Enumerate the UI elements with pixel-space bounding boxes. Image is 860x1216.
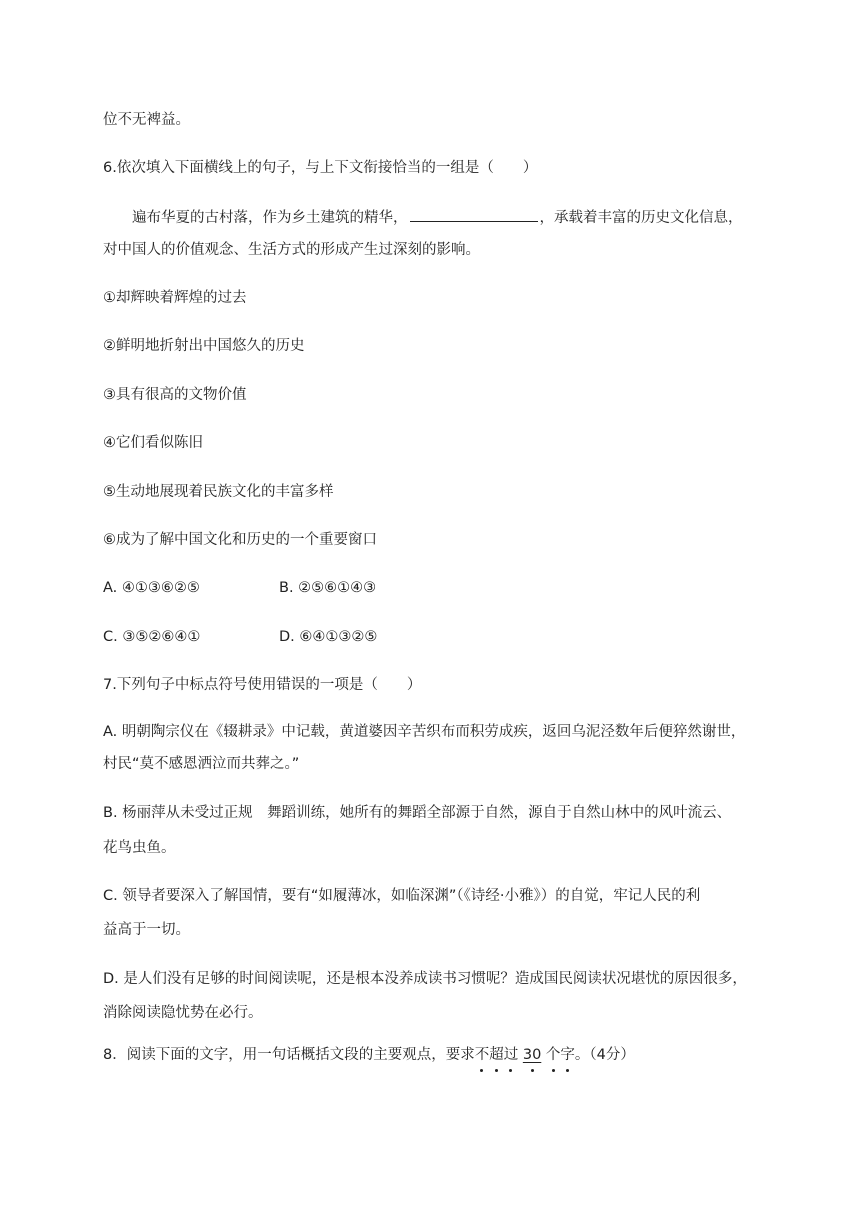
question-6-item-5: ⑤生动地展现着民族文化的丰富多样 [103, 484, 334, 500]
question-7-option-c-line-2: 益高于一切。 [103, 922, 190, 938]
question-6-item-3: ③具有很高的文物价值 [103, 387, 247, 403]
emphasis-char: 超 [489, 1047, 504, 1063]
question-6-option-d: D. ⑥④①③②⑤ [279, 629, 378, 645]
question-8-title [103, 1045, 635, 1065]
question-7-option-c-line-1: C. 领导者要深入了解国情，要有“如履薄冰，如临深渊”（《诗经·小雅》）的自觉，牢记人民的利 [103, 888, 701, 904]
question-6-option-a: A. ④①③⑥②⑤ [103, 580, 200, 596]
question-7-option-a-line-2: 村民“莫不感恩洒泣而共葬之。” [103, 756, 300, 772]
question-6-option-c: C. ③⑤②⑥④① [103, 629, 201, 645]
emphasis-char: 过 [503, 1047, 519, 1063]
word-limit-number: 30 [522, 1047, 542, 1063]
emphasis-char: 字 [560, 1047, 575, 1063]
question-6-passage-line-1 [132, 207, 743, 228]
question-6-item-4: ④它们看似陈旧 [103, 435, 203, 451]
question-7-option-b-line-2: 花鸟虫鱼。 [103, 840, 176, 856]
passage-part-2: ，承载着丰富的历史文化信息， [539, 210, 743, 226]
question-6-option-b: B. ②⑤⑥①④③ [279, 580, 377, 596]
emphasis-char: 个 [545, 1047, 561, 1063]
question-7-option-b-line-1: B. 杨丽萍从未受过正规 舞蹈训练，她所有的舞蹈全部源于自然，源自于自然山林中的风叶流云、 [103, 805, 732, 821]
question-6-item-2: ②鲜明地折射出中国悠久的历史 [103, 338, 305, 354]
question-6-title: 6.依次填入下面横线上的句子，与上下文衔接恰当的一组是（ ） [103, 160, 538, 176]
question-8-suffix: 。（4分） [574, 1047, 635, 1063]
question-6-passage-line-2: 对中国人的价值观念、生活方式的形成产生过深刻的影响。 [103, 242, 480, 258]
question-7-title: 7.下列句子中标点符号使用错误的一项是（ ） [103, 677, 422, 693]
previous-question-tail: 位不无裨益。 [103, 112, 190, 128]
question-7-option-a-line-1: A. 明朝陶宗仪在《辍耕录》中记载，黄道婆因辛苦织布而积劳成疾，返回乌泥泾数年后便猝然谢世， [103, 724, 746, 740]
question-6-item-1: ①却辉映着辉煌的过去 [103, 290, 247, 306]
passage-part-1: 遍布华夏的古村落，作为乡土建筑的精华， [132, 210, 408, 226]
emphasis-char: 不 [474, 1047, 490, 1063]
question-7-option-d-line-2: 消除阅读隐忧势在必行。 [103, 1005, 263, 1021]
question-7-option-d-line-1: D. 是人们没有足够的时间阅读呢，还是根本没养成读书习惯呢？造成国民阅读状况堪忧的原因很多， [103, 971, 747, 987]
question-6-item-6: ⑥成为了解中国文化和历史的一个重要窗口 [103, 532, 377, 548]
question-8-prefix: 8．阅读下面的文字，用一句话概括文段的主要观点，要求 [103, 1047, 475, 1063]
fill-in-blank[interactable] [410, 207, 538, 222]
